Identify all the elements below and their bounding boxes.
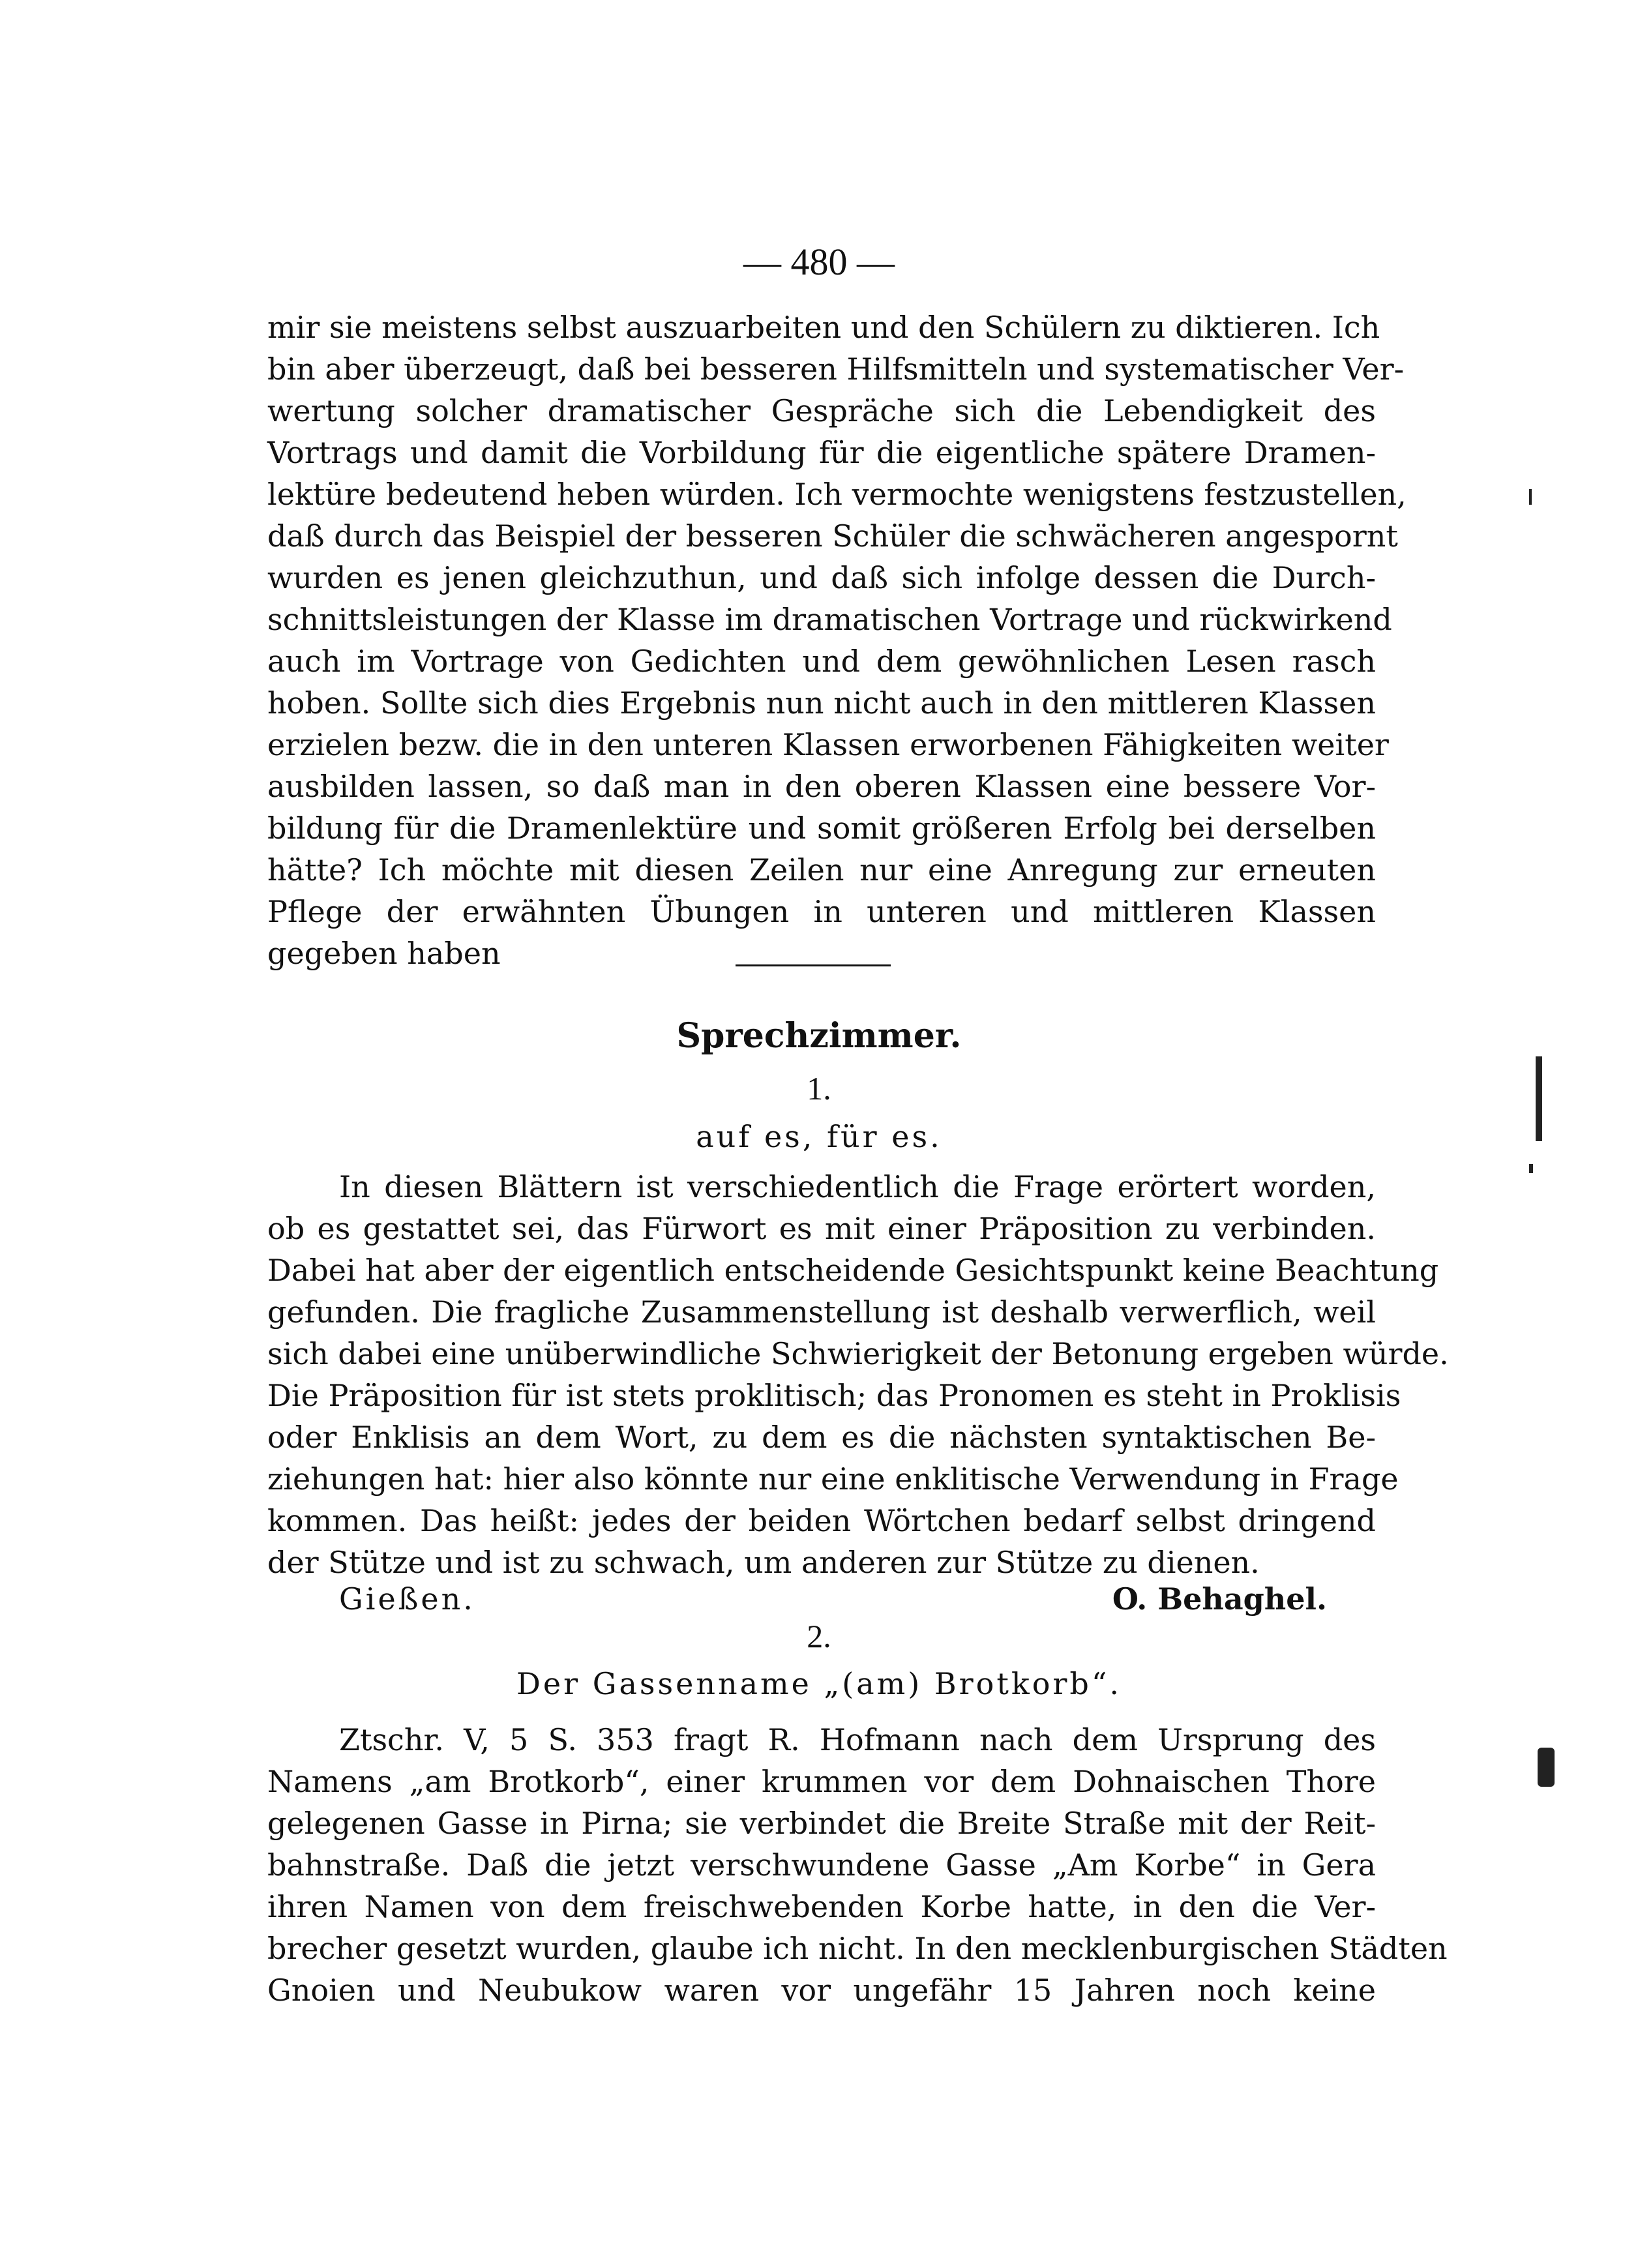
text-line: In diesen Blättern ist verschiedentlich die Frage erörtert worden, [339,1169,1376,1204]
text-line: ziehungen hat: hier also könnte nur eine enklitische Verwendung in Frage [267,1461,1399,1497]
text-line: daß durch das Beispiel der besseren Schüler die schwächeren angespornt [267,518,1398,554]
signature-author: O. Behaghel. [1112,1581,1327,1617]
text-line: hätte? Ich möchte mit diesen Zeilen nur eine Anregung zur erneuten [267,852,1376,888]
text-line: ob es gestattet sei, das Fürwort es mit einer Präposition zu verbinden. [267,1211,1376,1246]
text-line: bin aber überzeugt, daß bei besseren Hilfsmitteln und systematischer Ver- [267,351,1405,387]
text-line: wurden es jenen gleichzuthun, und daß sich infolge dessen die Durch- [267,560,1376,595]
intro-paragraph [267,306,1407,974]
text-line: Ztschr. V, 5 S. 353 fragt R. Hofmann nach dem Ursprung des [339,1722,1376,1757]
item-number: 2. [807,1618,831,1654]
scan-mark [1536,1056,1542,1141]
item-2-body [267,1719,1448,2011]
item-number: 1. [807,1070,831,1107]
item-title: auf es, für es. [696,1119,942,1154]
text-line: ihren Namen von dem freischwebenden Korbe hatte, in den die Ver- [267,1889,1376,1924]
text-line: Vortrags und damit die Vorbildung für die eigentliche spätere Dramen- [267,435,1376,470]
text-line: brecher gesetzt wurden, glaube ich nicht. In den mecklenburgischen Städten [267,1931,1448,1966]
scan-mark [1538,1748,1555,1787]
text-line: oder Enklisis an dem Wort, zu dem es die nächsten syntaktischen Be- [267,1420,1376,1455]
text-line: Namens „am Brotkorb“, einer krummen vor dem Dohnaischen Thore [267,1764,1376,1799]
text-line: gefunden. Die fragliche Zusammenstellung ist deshalb verwerflich, weil [267,1294,1376,1330]
text-line: erzielen bezw. die in den unteren Klassen erworbenen Fähigkeiten weiter [267,727,1389,762]
section-divider [736,964,891,966]
text-line: kommen. Das heißt: jedes der beiden Wörtchen bedarf selbst dringend [267,1503,1376,1538]
scan-mark [1529,1164,1533,1173]
text-line: Pflege der erwähnten Übungen in unteren und mittleren Klassen [267,894,1376,929]
text-line: bildung für die Dramenlektüre und somit größeren Erfolg bei derselben [267,811,1376,846]
text-line: ausbilden lassen, so daß man in den oberen Klassen eine bessere Vor- [267,769,1376,804]
text-line: hoben. Sollte sich dies Ergebnis nun nicht auch in den mittleren Klassen [267,685,1376,721]
text-line: auch im Vortrage von Gedichten und dem gewöhnlichen Lesen rasch [267,644,1376,679]
text-line: mir sie meistens selbst auszuarbeiten und den Schülern zu diktieren. Ich [267,310,1380,345]
text-line: bahnstraße. Daß die jetzt verschwundene Gasse „Am Korbe“ in Gera [267,1847,1376,1883]
text-line: sich dabei eine unüberwindliche Schwierigkeit der Betonung ergeben würde. [267,1336,1449,1371]
item-title: Der Gassenname „(am) Brotkorb“. [516,1666,1122,1701]
text-line: wertung solcher dramatischer Gespräche sich die Lebendigkeit des [267,393,1376,428]
page-number: — 480 — [743,241,895,283]
section-title: Sprechzimmer. [676,1016,962,1056]
signature-row [339,1578,1327,1620]
text-line: der Stütze und ist zu schwach, um anderen zur Stütze zu dienen. [267,1545,1260,1580]
text-line: Die Präposition für ist stets proklitisch; das Pronomen es steht in Proklisis [267,1378,1401,1413]
text-line: gelegenen Gasse in Pirna; sie verbindet die Breite Straße mit der Reit- [267,1806,1376,1841]
text-line: Gnoien und Neubukow waren vor ungefähr 15 Jahren noch keine [267,1973,1376,2008]
text-line: lektüre bedeutend heben würden. Ich vermochte wenigstens festzustellen, [267,477,1407,512]
text-line: gegeben haben [267,936,501,971]
scan-mark [1529,489,1532,505]
text-line: Dabei hat aber der eigentlich entscheidende Gesichtspunkt keine Beachtung [267,1253,1439,1288]
text-line: schnittsleistungen der Klasse im dramatischen Vortrage und rückwirkend [267,602,1392,637]
item-1-body [267,1166,1449,1583]
signature-place: Gießen. [339,1581,475,1617]
